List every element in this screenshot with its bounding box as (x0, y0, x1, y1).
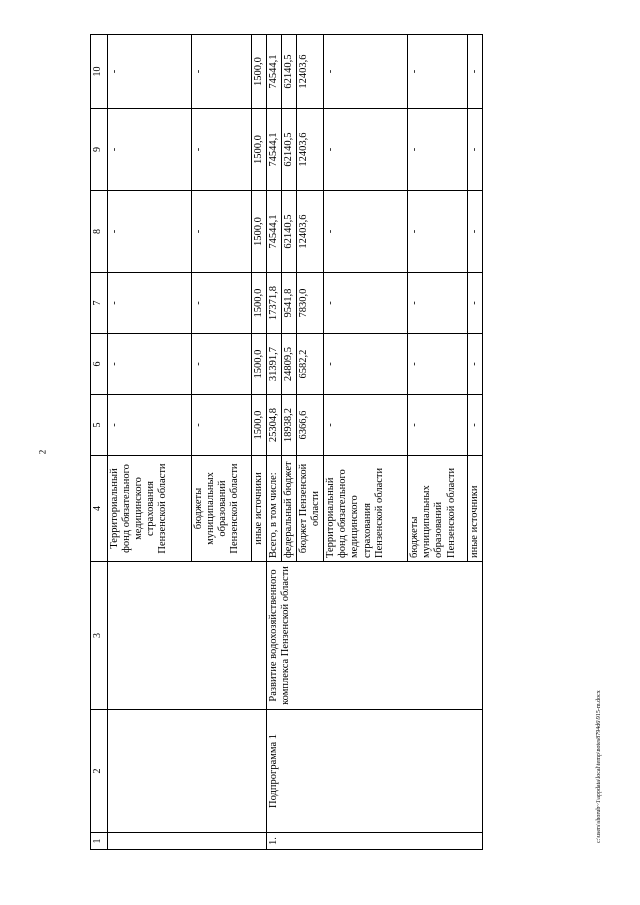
funding-source: Территориальный фонд обязательного медицинского страхования Пензенской области (108, 456, 192, 562)
row-number: 1. (267, 833, 483, 850)
value-cell: 12403,6 (297, 191, 324, 273)
empty-cell (108, 562, 267, 710)
funding-source: бюджет Пензенской области (297, 456, 324, 562)
table-row (108, 35, 192, 850)
value-cell: 1500,0 (252, 334, 267, 395)
value-cell: 74544,1 (267, 35, 282, 109)
header-cell: 2 (91, 710, 108, 833)
subprogram-title: Развитие водохозяйственного комплекса Пензенской области (267, 562, 483, 710)
value-cell: 62140,5 (282, 109, 297, 191)
funding-source: федеральный бюджет (282, 456, 297, 562)
value-cell: 12403,6 (297, 109, 324, 191)
header-cell: 9 (91, 109, 108, 191)
value-cell: - (408, 273, 468, 334)
value-cell: - (408, 35, 468, 109)
value-cell: 7830,0 (297, 273, 324, 334)
value-cell: - (468, 109, 483, 191)
value-cell: 31391,7 (267, 334, 282, 395)
funding-source: Территориальный фонд обязательного медицинского страхования Пензенской области (324, 456, 408, 562)
value-cell: - (324, 334, 408, 395)
value-cell: 62140,5 (282, 191, 297, 273)
header-cell: 10 (91, 35, 108, 109)
footer-file-path: c:\users\shorub~1\appdata\local\temp\notes8794d6\915-m.docx (596, 690, 602, 843)
page-number: 2 (37, 449, 48, 455)
value-cell: - (324, 109, 408, 191)
value-cell: 1500,0 (252, 395, 267, 456)
header-cell: 3 (91, 562, 108, 710)
value-cell: - (108, 35, 192, 109)
value-cell: 1500,0 (252, 273, 267, 334)
funding-source: иные источники (252, 456, 267, 562)
value-cell: 24809,5 (282, 334, 297, 395)
value-cell: 17371,8 (267, 273, 282, 334)
value-cell: - (192, 35, 252, 109)
value-cell: - (192, 334, 252, 395)
value-cell: 1500,0 (252, 35, 267, 109)
value-cell: 1500,0 (252, 191, 267, 273)
value-cell: 12403,6 (297, 35, 324, 109)
header-cell: 8 (91, 191, 108, 273)
value-cell: - (468, 191, 483, 273)
funding-source: Всего, в том числе: (267, 456, 282, 562)
subprogram-name: Подпрограмма 1 (267, 710, 483, 833)
value-cell: 6366,6 (297, 395, 324, 456)
value-cell: - (192, 273, 252, 334)
funding-source: бюджеты муниципальных образований Пензенской области (192, 456, 252, 562)
value-cell: 1500,0 (252, 109, 267, 191)
empty-cell (108, 710, 267, 833)
empty-cell (108, 833, 267, 850)
value-cell: 6582,2 (297, 334, 324, 395)
value-cell: - (468, 273, 483, 334)
value-cell: 74544,1 (267, 191, 282, 273)
value-cell: - (468, 395, 483, 456)
value-cell: - (468, 35, 483, 109)
value-cell: - (108, 273, 192, 334)
budget-table (90, 34, 483, 850)
value-cell: 18938,2 (282, 395, 297, 456)
value-cell: - (192, 109, 252, 191)
value-cell: - (408, 191, 468, 273)
table-row (267, 35, 282, 850)
header-cell: 7 (91, 273, 108, 334)
value-cell: 62140,5 (282, 35, 297, 109)
value-cell: - (192, 191, 252, 273)
value-cell: - (108, 191, 192, 273)
value-cell: - (324, 395, 408, 456)
value-cell: - (192, 395, 252, 456)
funding-source: иные источники (468, 456, 483, 562)
header-cell: 5 (91, 395, 108, 456)
value-cell: - (408, 109, 468, 191)
value-cell: - (324, 191, 408, 273)
value-cell: - (324, 35, 408, 109)
header-cell: 4 (91, 456, 108, 562)
funding-source: бюджеты муниципальных образований Пензенской области (408, 456, 468, 562)
value-cell: - (108, 109, 192, 191)
header-cell: 1 (91, 833, 108, 850)
header-row (91, 35, 108, 850)
value-cell: - (408, 395, 468, 456)
value-cell: 25304,8 (267, 395, 282, 456)
value-cell: - (408, 334, 468, 395)
budget-table-rotated (90, 35, 610, 850)
value-cell: 74544,1 (267, 109, 282, 191)
value-cell: - (108, 395, 192, 456)
value-cell: - (108, 334, 192, 395)
value-cell: 9541,8 (282, 273, 297, 334)
value-cell: - (324, 273, 408, 334)
header-cell: 6 (91, 334, 108, 395)
value-cell: - (468, 334, 483, 395)
